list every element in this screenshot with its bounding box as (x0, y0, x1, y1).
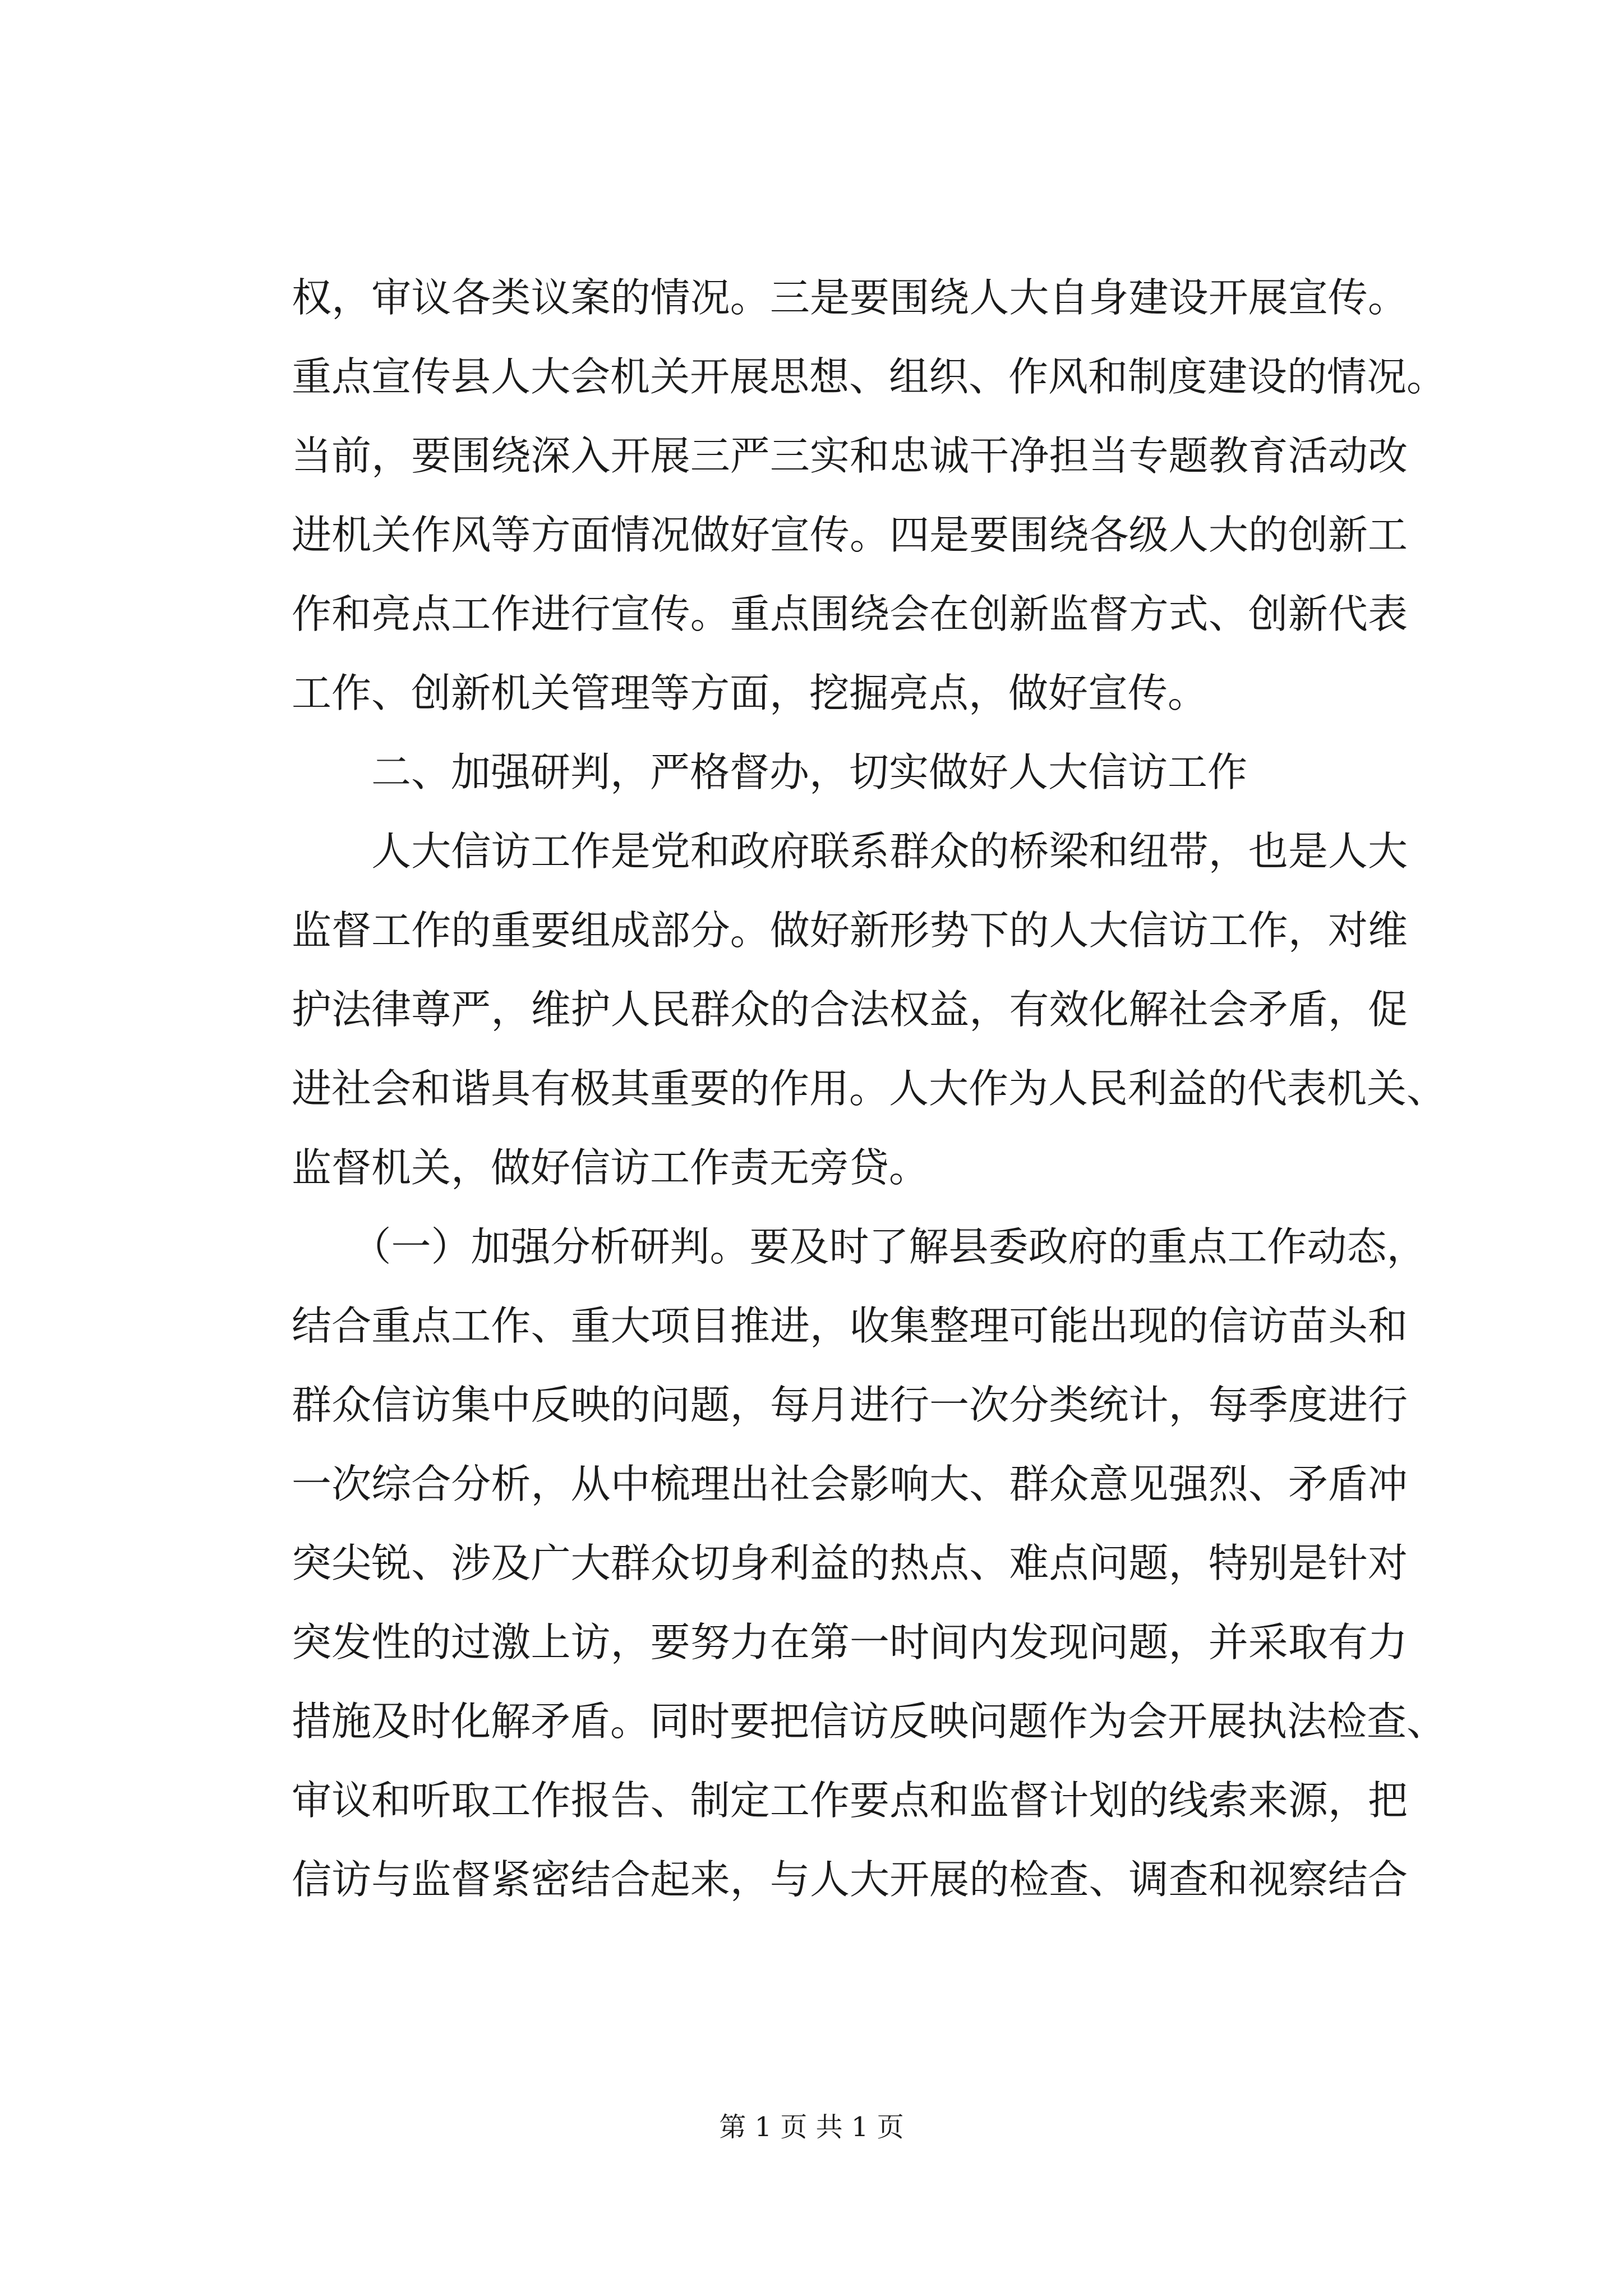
text-line-16: 一次综合分析，从中梳理出社会影响大、群众意见强烈、矛盾冲 (292, 1461, 1408, 1507)
text-line-17: 突尖锐、涉及广大群众切身利益的热点、难点问题，特别是针对 (292, 1540, 1408, 1586)
text-line-8: 人大信访工作是党和政府联系群众的桥梁和纽带，也是人大 (292, 828, 1408, 875)
text-line-2: 重点宣传县人大会机关开展思想、组织、作风和制度建设的情况。 (292, 353, 1447, 400)
page-number-label: 第 1 页 共 1 页 (719, 2111, 904, 2143)
text-line-18: 突发性的过激上访，要努力在第一时间内发现问题，并采取有力 (292, 1619, 1408, 1665)
text-line-9: 监督工作的重要组成部分。做好新形势下的人大信访工作，对维 (292, 907, 1408, 954)
text-line-10: 护法律尊严，维护人民群众的合法权益，有效化解社会矛盾，促 (292, 986, 1408, 1033)
text-line-12: 监督机关，做好信访工作责无旁贷。 (292, 1144, 929, 1191)
text-line-19: 措施及时化解矛盾。同时要把信访反映问题作为会开展执法检查、 (292, 1698, 1447, 1745)
text-line-20: 审议和听取工作报告、制定工作要点和监督计划的线索来源，把 (292, 1777, 1408, 1824)
page-footer (0, 2109, 1623, 2145)
text-line-15: 群众信访集中反映的问题，每月进行一次分类统计，每季度进行 (292, 1382, 1408, 1428)
text-line-6: 工作、创新机关管理等方面，挖掘亮点，做好宣传。 (292, 670, 1208, 716)
text-line-3: 当前，要围绕深入开展三严三实和忠诚干净担当专题教育活动改 (292, 432, 1408, 479)
text-line-21: 信访与监督紧密结合起来，与人大开展的检查、调查和视察结合 (292, 1856, 1408, 1903)
text-line-4: 进机关作风等方面情况做好宣传。四是要围绕各级人大的创新工 (292, 512, 1408, 558)
text-line-11: 进社会和谐具有极其重要的作用。人大作为人民利益的代表机关、 (292, 1065, 1447, 1112)
section-heading: 二、加强研判，严格督办，切实做好人大信访工作 (292, 749, 1248, 795)
text-line-5: 作和亮点工作进行宣传。重点围绕会在创新监督方式、创新代表 (292, 591, 1408, 637)
text-line-1: 权，审议各类议案的情况。三是要围绕人大自身建设开展宣传。 (292, 274, 1408, 321)
body-text (292, 258, 1447, 1919)
text-line-13: （一）加强分析研判。要及时了解县委政府的重点工作动态， (292, 1223, 1427, 1270)
text-line-14: 结合重点工作、重大项目推进，收集整理可能出现的信访苗头和 (292, 1303, 1408, 1349)
